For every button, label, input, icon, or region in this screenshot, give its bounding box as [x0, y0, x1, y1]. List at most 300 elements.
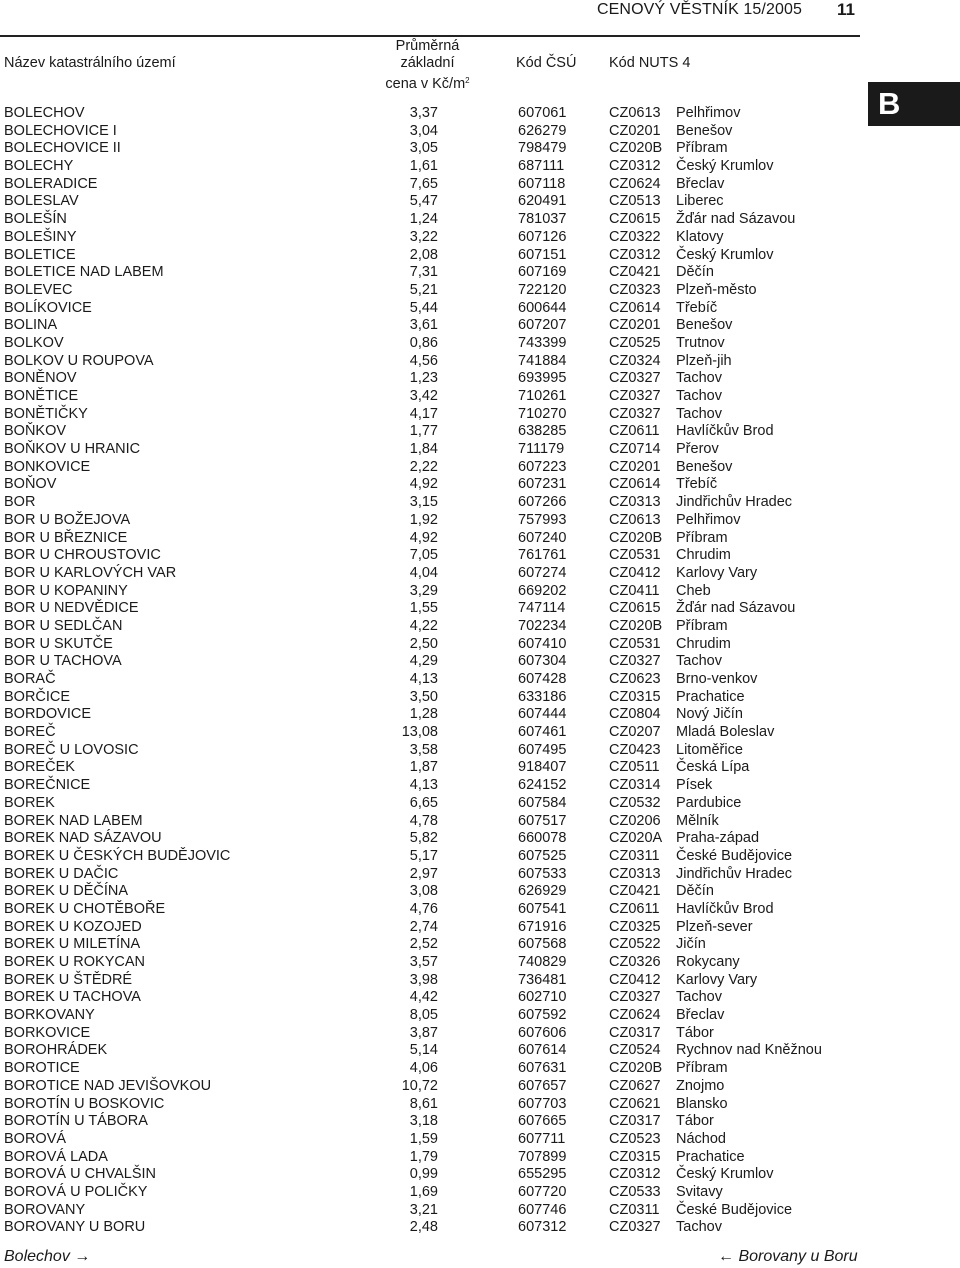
nuts-code: CZ0513 — [609, 193, 661, 210]
base-price: 4,22 — [409, 617, 438, 634]
district-name: Benešov — [676, 317, 733, 334]
nuts-code: CZ0206 — [609, 812, 661, 829]
table-row — [0, 883, 860, 901]
district-name: Tachov — [676, 405, 722, 422]
table-row — [0, 989, 860, 1007]
territory-name: BOR U CHROUSTOVIC — [4, 547, 161, 564]
table-row — [0, 530, 860, 548]
nuts-code: CZ0207 — [609, 724, 661, 741]
csu-code: 607525 — [518, 847, 567, 864]
nuts-code: CZ0324 — [609, 352, 661, 369]
nuts-code: CZ0311 — [609, 1201, 660, 1218]
base-price: 4,56 — [409, 352, 438, 369]
table-row — [0, 105, 860, 123]
district-name: Tachov — [676, 388, 722, 404]
base-price: 1,23 — [409, 370, 438, 387]
nuts-code: CZ0613 — [609, 105, 661, 121]
table-row — [0, 1096, 860, 1114]
csu-code: 710270 — [518, 405, 567, 422]
nuts-code: CZ0313 — [609, 494, 661, 511]
nuts-code: CZ0421 — [609, 883, 661, 900]
territory-name: BOR U KARLOVÝCH VAR — [4, 564, 177, 581]
csu-code: 687111 — [518, 158, 565, 175]
table-row — [0, 211, 860, 229]
base-price: 1,77 — [409, 423, 438, 440]
csu-code: 607720 — [518, 1183, 567, 1200]
table-row — [0, 919, 860, 937]
table-row — [0, 441, 860, 459]
column-header-name: Název katastrálního území — [4, 55, 176, 71]
territory-name: BOLECHOVICE II — [4, 140, 121, 157]
base-price: 5,17 — [409, 847, 438, 864]
base-price: 3,29 — [409, 582, 438, 599]
base-price: 3,58 — [409, 741, 438, 758]
district-name: Náchod — [676, 1130, 726, 1147]
base-price: 2,52 — [409, 936, 438, 953]
csu-code: 607657 — [518, 1077, 567, 1094]
territory-name: BOLÍKOVICE — [4, 299, 92, 316]
table-row — [0, 547, 860, 565]
nuts-code: CZ0411 — [609, 582, 660, 599]
table-row — [0, 848, 860, 866]
territory-name: BOROHRÁDEK — [4, 1042, 108, 1059]
nuts-code: CZ0523 — [609, 1130, 661, 1147]
base-price: 2,74 — [409, 918, 438, 935]
territory-name: BOREK U TACHOVA — [4, 989, 141, 1006]
nuts-code: CZ0615 — [609, 600, 661, 617]
district-name: Prachatice — [676, 688, 745, 705]
nuts-code: CZ0327 — [609, 1219, 661, 1236]
territory-name: BOROVÁ U POLIČKY — [4, 1183, 148, 1200]
nuts-code: CZ0511 — [609, 759, 660, 776]
district-name: Plzeň-město — [676, 281, 757, 298]
table-row — [0, 742, 860, 760]
district-name: Příbram — [676, 1060, 728, 1077]
table-row — [0, 671, 860, 689]
nuts-code: CZ0627 — [609, 1077, 661, 1094]
nuts-code: CZ0611 — [609, 900, 660, 917]
table-row — [0, 724, 860, 742]
table-row — [0, 353, 860, 371]
csu-code: 710261 — [518, 388, 567, 404]
district-name: Karlovy Vary — [676, 971, 758, 988]
csu-code: 741884 — [518, 352, 567, 369]
csu-code: 607631 — [518, 1060, 567, 1077]
territory-name: BOROVANY U BORU — [4, 1219, 146, 1236]
price-header-line1: Průměrná — [395, 38, 460, 54]
territory-name: BOLEVEC — [4, 281, 73, 298]
nuts-code: CZ020B — [609, 140, 663, 157]
table-row — [0, 1113, 860, 1131]
footer-last-entry — [718, 1248, 858, 1266]
district-name: Český Krumlov — [676, 246, 774, 263]
csu-code: 607223 — [518, 458, 567, 475]
district-name: Česká Lípa — [676, 759, 750, 776]
table-row — [0, 1131, 860, 1149]
base-price: 2,08 — [409, 246, 438, 263]
district-name: Brno-venkov — [676, 671, 758, 687]
district-name: Cheb — [676, 582, 711, 599]
nuts-code: CZ0312 — [609, 158, 661, 175]
district-name: Tachov — [676, 989, 722, 1006]
table-row — [0, 388, 860, 406]
base-price: 3,87 — [409, 1024, 438, 1041]
csu-code: 607126 — [518, 228, 567, 245]
table-row — [0, 1149, 860, 1167]
nuts-code: CZ0423 — [609, 741, 661, 758]
territory-name: BOLEŠÍN — [4, 211, 67, 228]
territory-name: BOREČEK — [4, 759, 75, 776]
table-row — [0, 653, 860, 671]
csu-code: 600644 — [518, 299, 567, 316]
district-name: Tachov — [676, 653, 722, 670]
header-rule — [0, 35, 860, 37]
base-price: 3,42 — [409, 388, 438, 404]
territory-name: BONĚTIČKY — [4, 405, 88, 422]
territory-name: BOR U TACHOVA — [4, 653, 122, 670]
base-price: 3,98 — [409, 971, 438, 988]
nuts-code: CZ020B — [609, 617, 663, 634]
table-row — [0, 866, 860, 884]
table-row — [0, 123, 860, 141]
base-price: 7,65 — [409, 175, 438, 192]
csu-code: 607665 — [518, 1113, 567, 1130]
csu-code: 747114 — [518, 600, 566, 617]
table-row — [0, 618, 860, 636]
table-row — [0, 476, 860, 494]
district-name: Pelhřimov — [676, 511, 741, 528]
base-price: 2,50 — [409, 635, 438, 652]
base-price: 3,22 — [409, 228, 438, 245]
territory-name: BOREČNICE — [4, 777, 91, 794]
csu-code: 781037 — [518, 211, 567, 228]
territory-name: BOREK U CHOTĚBOŘE — [4, 900, 166, 917]
district-name: Znojmo — [676, 1077, 725, 1094]
price-header-line3 — [360, 72, 495, 93]
table-row — [0, 830, 860, 848]
district-name: Pelhřimov — [676, 105, 741, 121]
csu-code: 638285 — [518, 423, 567, 440]
nuts-code: CZ0624 — [609, 1007, 661, 1024]
nuts-code: CZ0614 — [609, 476, 661, 493]
territory-name: BOROTÍN U TÁBORA — [4, 1113, 148, 1130]
district-name: Karlovy Vary — [676, 564, 758, 581]
base-price: 7,05 — [409, 547, 438, 564]
district-name: Klatovy — [676, 228, 724, 245]
table-row — [0, 193, 860, 211]
table-row — [0, 777, 860, 795]
table-row — [0, 1219, 860, 1237]
nuts-code: CZ0317 — [609, 1024, 661, 1041]
nuts-code: CZ0313 — [609, 865, 661, 882]
nuts-code: CZ0311 — [609, 847, 660, 864]
csu-code: 607118 — [518, 175, 566, 192]
territory-name: BOŇOV — [4, 476, 57, 493]
base-price: 3,05 — [409, 140, 438, 157]
price-unit-exponent: 2 — [465, 76, 470, 85]
district-name: Děčín — [676, 883, 714, 900]
base-price: 4,29 — [409, 653, 438, 670]
table-row — [0, 406, 860, 424]
base-price: 4,06 — [409, 1060, 438, 1077]
csu-code: 669202 — [518, 582, 567, 599]
nuts-code: CZ0522 — [609, 936, 661, 953]
csu-code: 607495 — [518, 741, 567, 758]
nuts-code: CZ0327 — [609, 989, 661, 1006]
district-name: Jindřichův Hradec — [676, 494, 793, 511]
nuts-code: CZ0624 — [609, 175, 661, 192]
csu-code: 607428 — [518, 671, 567, 687]
base-price: 3,04 — [409, 122, 438, 139]
base-price: 0,86 — [409, 334, 438, 351]
nuts-code: CZ0531 — [609, 635, 661, 652]
base-price: 1,28 — [409, 706, 438, 723]
csu-code: 607606 — [518, 1024, 567, 1041]
nuts-code: CZ0327 — [609, 370, 661, 387]
base-price: 2,97 — [409, 865, 438, 882]
territory-name: BOLKOV U ROUPOVA — [4, 352, 154, 369]
district-name: Tachov — [676, 370, 722, 387]
table-row — [0, 1007, 860, 1025]
csu-code: 607568 — [518, 936, 567, 953]
district-name: Přerov — [676, 441, 719, 458]
territory-name: BOLINA — [4, 317, 58, 334]
csu-code: 626929 — [518, 883, 567, 900]
left-arrow-icon: ← — [718, 1248, 734, 1265]
territory-name: BONĚTICE — [4, 388, 79, 404]
base-price: 0,99 — [409, 1166, 438, 1183]
nuts-code: CZ0322 — [609, 228, 661, 245]
nuts-code: CZ0533 — [609, 1183, 661, 1200]
district-name: Žďár nad Sázavou — [676, 600, 796, 617]
district-name: Jičín — [676, 936, 706, 953]
nuts-code: CZ0317 — [609, 1113, 661, 1130]
district-name: Trutnov — [676, 334, 725, 351]
territory-name: BOLECHOV — [4, 105, 85, 121]
base-price: 5,44 — [409, 299, 438, 316]
base-price: 1,84 — [409, 441, 438, 458]
territory-name: BOREK — [4, 794, 55, 811]
nuts-code: CZ0531 — [609, 547, 661, 564]
nuts-code: CZ0804 — [609, 706, 661, 723]
base-price: 5,82 — [409, 830, 438, 847]
district-name: Mladá Boleslav — [676, 724, 775, 741]
csu-code: 798479 — [518, 140, 567, 157]
nuts-code: CZ0326 — [609, 954, 661, 970]
base-price: 13,08 — [401, 724, 438, 741]
nuts-code: CZ0615 — [609, 211, 661, 228]
territory-name: BOR U BŘEZNICE — [4, 529, 128, 546]
table-row — [0, 176, 860, 194]
csu-code: 607703 — [518, 1095, 567, 1112]
nuts-code: CZ0312 — [609, 246, 661, 263]
base-price: 4,78 — [409, 812, 438, 829]
territory-name: BOREK NAD LABEM — [4, 812, 143, 829]
nuts-code: CZ0623 — [609, 671, 661, 687]
footer-first-entry — [4, 1248, 90, 1266]
district-name: Benešov — [676, 122, 733, 139]
nuts-code: CZ0323 — [609, 281, 661, 298]
nuts-code: CZ020B — [609, 1060, 663, 1077]
district-name: Nový Jičín — [676, 706, 743, 723]
base-price: 1,79 — [409, 1148, 438, 1165]
nuts-code: CZ020A — [609, 830, 663, 847]
base-price: 8,05 — [409, 1007, 438, 1024]
csu-code: 607207 — [518, 317, 567, 334]
base-price: 1,55 — [409, 600, 438, 617]
nuts-code: CZ0524 — [609, 1042, 661, 1059]
base-price: 4,17 — [409, 405, 438, 422]
table-row — [0, 264, 860, 282]
nuts-code: CZ0327 — [609, 388, 661, 404]
district-name: Tábor — [676, 1024, 714, 1041]
csu-code: 607746 — [518, 1201, 567, 1218]
nuts-code: CZ0412 — [609, 971, 661, 988]
district-name: Blansko — [676, 1095, 728, 1112]
territory-name: BOLECHOVICE I — [4, 122, 117, 139]
district-name: Třebíč — [676, 299, 718, 316]
csu-code: 607151 — [518, 246, 567, 263]
nuts-code: CZ0532 — [609, 794, 661, 811]
table-row — [0, 795, 860, 813]
csu-code: 671916 — [518, 918, 567, 935]
nuts-code: CZ0314 — [609, 777, 661, 794]
csu-code: 660078 — [518, 830, 567, 847]
territory-name: BOLECHY — [4, 158, 74, 175]
district-name: Rychnov nad Kněžnou — [676, 1042, 822, 1059]
territory-name: BOROTICE — [4, 1060, 80, 1077]
district-name: Plzeň-jih — [676, 352, 732, 369]
territory-name: BOREK U ŠTĚDRÉ — [4, 971, 133, 988]
territory-name: BOLETICE — [4, 246, 76, 263]
district-name: Příbram — [676, 140, 728, 157]
nuts-code: CZ0714 — [609, 441, 661, 458]
column-header-csu: Kód ČSÚ — [516, 55, 577, 71]
district-name: Mělník — [676, 812, 719, 829]
table-row — [0, 954, 860, 972]
base-price: 1,87 — [409, 759, 438, 776]
nuts-code: CZ020B — [609, 529, 663, 546]
base-price: 4,76 — [409, 900, 438, 917]
district-name: Český Krumlov — [676, 158, 774, 175]
price-unit-text: cena v Kč/m — [385, 76, 466, 92]
base-price: 4,13 — [409, 671, 438, 687]
csu-code: 722120 — [518, 281, 567, 298]
table-row — [0, 813, 860, 831]
table-row — [0, 936, 860, 954]
csu-code: 740829 — [518, 954, 567, 970]
nuts-code: CZ0201 — [609, 317, 661, 334]
territory-name: BOR U SKUTČE — [4, 635, 113, 652]
territory-name: BOREK U KOZOJED — [4, 918, 142, 935]
column-header-price — [360, 38, 495, 93]
csu-code: 607541 — [518, 900, 567, 917]
territory-name: BOLETICE NAD LABEM — [4, 264, 164, 281]
nuts-code: CZ0327 — [609, 653, 661, 670]
base-price: 3,15 — [409, 494, 438, 511]
csu-code: 607517 — [518, 812, 567, 829]
territory-name: BOLKOV — [4, 334, 64, 351]
district-name: Praha-západ — [676, 830, 760, 847]
csu-code: 707899 — [518, 1148, 567, 1165]
district-name: Plzeň-sever — [676, 918, 753, 935]
nuts-code: CZ0315 — [609, 1148, 661, 1165]
base-price: 6,65 — [409, 794, 438, 811]
district-name: Liberec — [676, 193, 724, 210]
table-row — [0, 706, 860, 724]
table-row — [0, 1184, 860, 1202]
territory-name: BOROVÁ LADA — [4, 1148, 108, 1165]
nuts-code: CZ0421 — [609, 264, 661, 281]
territory-name: BOROVÁ U CHVALŠIN — [4, 1166, 157, 1183]
base-price: 4,92 — [409, 529, 438, 546]
table-row — [0, 459, 860, 477]
base-price: 4,13 — [409, 777, 438, 794]
territory-name: BOREK NAD SÁZAVOU — [4, 830, 162, 847]
district-name: Žďár nad Sázavou — [676, 211, 796, 228]
territory-name: BOREK U DĚČÍNA — [4, 883, 129, 900]
csu-code: 757993 — [518, 511, 567, 528]
nuts-code: CZ0613 — [609, 511, 661, 528]
base-price: 5,14 — [409, 1042, 438, 1059]
base-price: 2,22 — [409, 458, 438, 475]
csu-code: 602710 — [518, 989, 567, 1006]
csu-code: 743399 — [518, 334, 567, 351]
territory-name: BORAČ — [4, 671, 56, 687]
base-price: 7,31 — [409, 264, 438, 281]
district-name: České Budějovice — [676, 847, 793, 864]
base-price: 3,18 — [409, 1113, 438, 1130]
nuts-code: CZ0201 — [609, 458, 661, 475]
csu-code: 761761 — [518, 547, 567, 564]
csu-code: 607444 — [518, 706, 567, 723]
territory-name: BOROTICE NAD JEVIŠOVKOU — [4, 1077, 212, 1094]
table-row — [0, 1025, 860, 1043]
territory-name: BOLERADICE — [4, 175, 98, 192]
csu-code: 607711 — [518, 1130, 566, 1147]
base-price: 3,21 — [409, 1201, 438, 1218]
nuts-code: CZ0327 — [609, 405, 661, 422]
table-row — [0, 494, 860, 512]
territory-name: BORDOVICE — [4, 706, 92, 723]
table-row — [0, 282, 860, 300]
base-price: 1,59 — [409, 1130, 438, 1147]
district-name: Břeclav — [676, 1007, 725, 1024]
csu-code: 607461 — [518, 724, 567, 741]
territory-name: BOREK U DAČIC — [4, 865, 119, 882]
csu-code: 607533 — [518, 865, 567, 882]
table-row — [0, 229, 860, 247]
table-row — [0, 759, 860, 777]
territory-name: BORČICE — [4, 688, 71, 705]
territory-name: BORKOVANY — [4, 1007, 95, 1024]
base-price: 3,08 — [409, 883, 438, 900]
column-header-nuts: Kód NUTS 4 — [609, 55, 691, 71]
base-price: 4,42 — [409, 989, 438, 1006]
first-entry-name: Bolechov — [4, 1248, 70, 1265]
csu-code: 607312 — [518, 1219, 567, 1236]
base-price: 1,61 — [409, 158, 438, 175]
territory-name: BONĚNOV — [4, 370, 77, 387]
base-price: 3,57 — [409, 954, 438, 970]
district-name: Tábor — [676, 1113, 714, 1130]
csu-code: 607266 — [518, 494, 567, 511]
csu-code: 607274 — [518, 564, 567, 581]
base-price: 5,47 — [409, 193, 438, 210]
territory-name: BOŇKOV — [4, 423, 67, 440]
right-arrow-icon: → — [74, 1248, 91, 1265]
territory-name: BOROVANY — [4, 1201, 86, 1218]
